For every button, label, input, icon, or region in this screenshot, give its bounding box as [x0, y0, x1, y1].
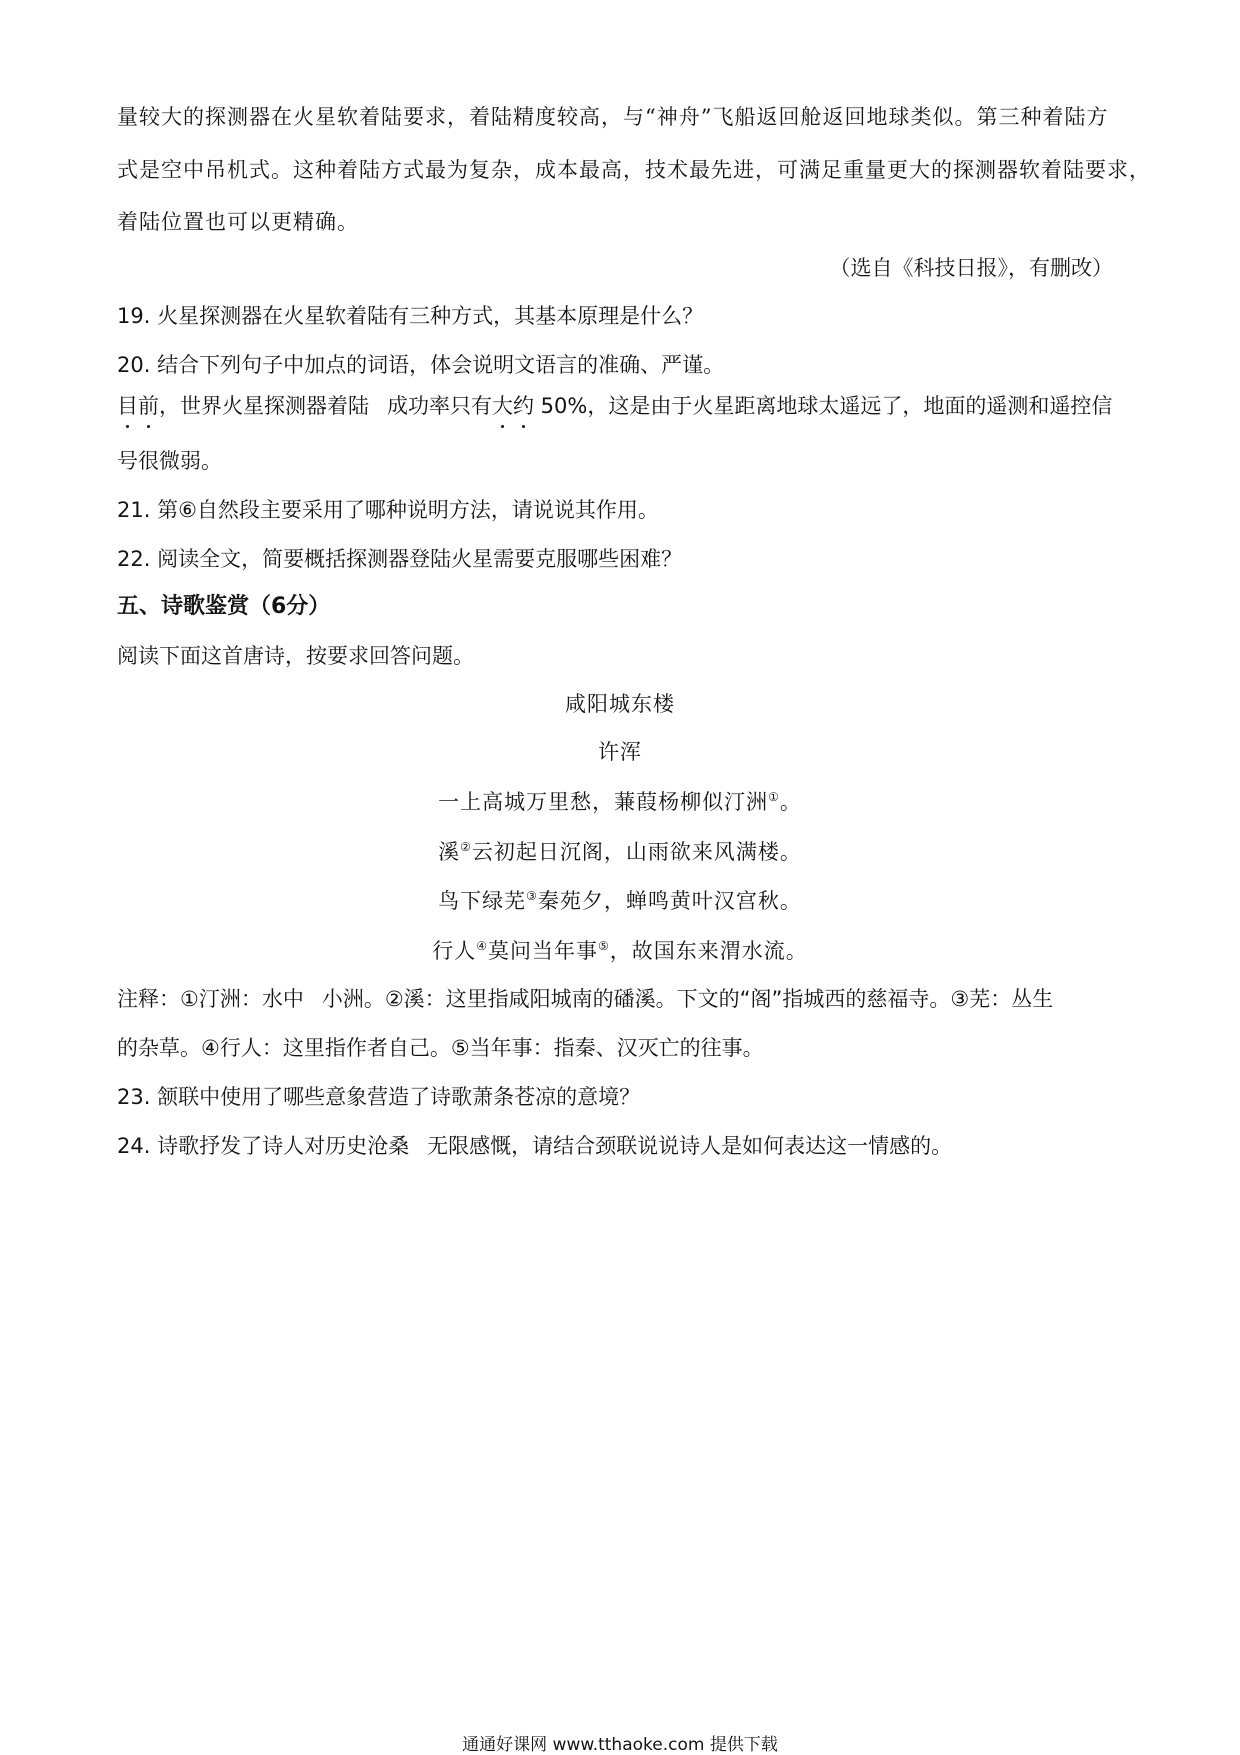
footnote-marker: ②	[460, 840, 472, 854]
question-23: 23. 颔联中使用了哪些意象营造了诗歌萧条苍凉的意境？	[117, 1085, 641, 1109]
passage-line-2: 式是空中吊机式。这种着陆方式最为复杂，成本最高，技术最先进，可满足重量更大的探测器软着陆要求，	[117, 158, 1151, 182]
question-19: 19. 火星探测器在火星软着陆有三种方式，其基本原理是什么？	[117, 304, 704, 328]
question-text: 24. 诗歌抒发了诗人对历史沧桑	[117, 1134, 410, 1158]
poem-notes-line-2: 的杂草。④行人：这里指作者自己。⑤当年事：指秦、汉灭亡的往事。	[117, 1036, 764, 1060]
dotted-word: 目	[117, 394, 138, 418]
poem-line-2	[0, 838, 1240, 866]
dotted-word: 大	[492, 394, 513, 418]
poem-text: 云初起日沉阁，山雨欲来风满楼。	[471, 840, 802, 864]
poem-text: 莫问当年事	[488, 939, 598, 963]
poem-text: 秦苑夕，蝉鸣黄叶汉宫秋。	[537, 889, 802, 913]
poem-text: ，故国东来渭水流。	[609, 939, 808, 963]
poem-notes-line-1	[117, 985, 1053, 1013]
sentence-text: 成功率只有	[387, 394, 492, 418]
question-22: 22. 阅读全文，简要概括探测器登陆火星需要克服哪些困难？	[117, 547, 683, 571]
poem-text: 溪	[438, 840, 461, 864]
poem-line-4	[0, 937, 1240, 965]
poem-title: 咸阳城东楼	[565, 692, 675, 716]
page-footer: 通通好课网 www.tthaoke.com 提供下载	[462, 1735, 778, 1755]
poem-text: 鸟下绿芜	[438, 889, 527, 913]
question-20-sentence-line-2: 号很微弱。	[117, 449, 222, 473]
question-20-sentence	[117, 392, 1112, 420]
question-text: 无限感慨，请结合颈联说说诗人是如何表达这一情感的。	[427, 1134, 953, 1158]
section-heading: 五、诗歌鉴赏（6分）	[117, 594, 331, 619]
section-intro: 阅读下面这首唐诗，按要求回答问题。	[117, 644, 474, 668]
question-20: 20. 结合下列句子中加点的词语，体会说明文语言的准确、严谨。	[117, 353, 725, 377]
poem-line-3	[0, 887, 1240, 915]
footnote-marker: ③	[526, 889, 538, 903]
dotted-word: 约	[513, 394, 534, 418]
question-21: 21. 第⑥自然段主要采用了哪种说明方法，请说说其作用。	[117, 498, 659, 522]
notes-text: 注释：①汀洲：水中	[117, 987, 304, 1011]
poem-text: 一上高城万里愁，蒹葭杨柳似汀洲	[438, 790, 769, 814]
passage-line-3: 着陆位置也可以更精确。	[117, 210, 359, 234]
footnote-marker: ①	[768, 790, 780, 804]
poem-text: 行人	[432, 939, 477, 963]
passage-line-1: 量较大的探测器在火星软着陆要求，着陆精度较高，与“神舟”飞船返回舱返回地球类似。第三种着陆方	[117, 105, 1109, 129]
sentence-text: 50%，这是由于火星距离地球太遥远了，地面的遥测和遥控信	[534, 394, 1113, 418]
dotted-word: 前	[138, 394, 159, 418]
sentence-text: ，世界火星探测器着陆	[159, 394, 369, 418]
footnote-marker: ④	[476, 939, 488, 953]
question-24	[117, 1132, 952, 1160]
poem-line-1	[0, 788, 1240, 816]
notes-text: 小洲。②溪：这里指咸阳城南的磻溪。下文的“阁”指城西的慈福寺。③芜：丛生	[321, 987, 1054, 1011]
footnote-marker: ⑤	[598, 939, 610, 953]
poem-author: 许浑	[598, 740, 642, 764]
poem-text: 。	[779, 790, 802, 814]
passage-source: （选自《科技日报》，有删改）	[829, 256, 1113, 280]
